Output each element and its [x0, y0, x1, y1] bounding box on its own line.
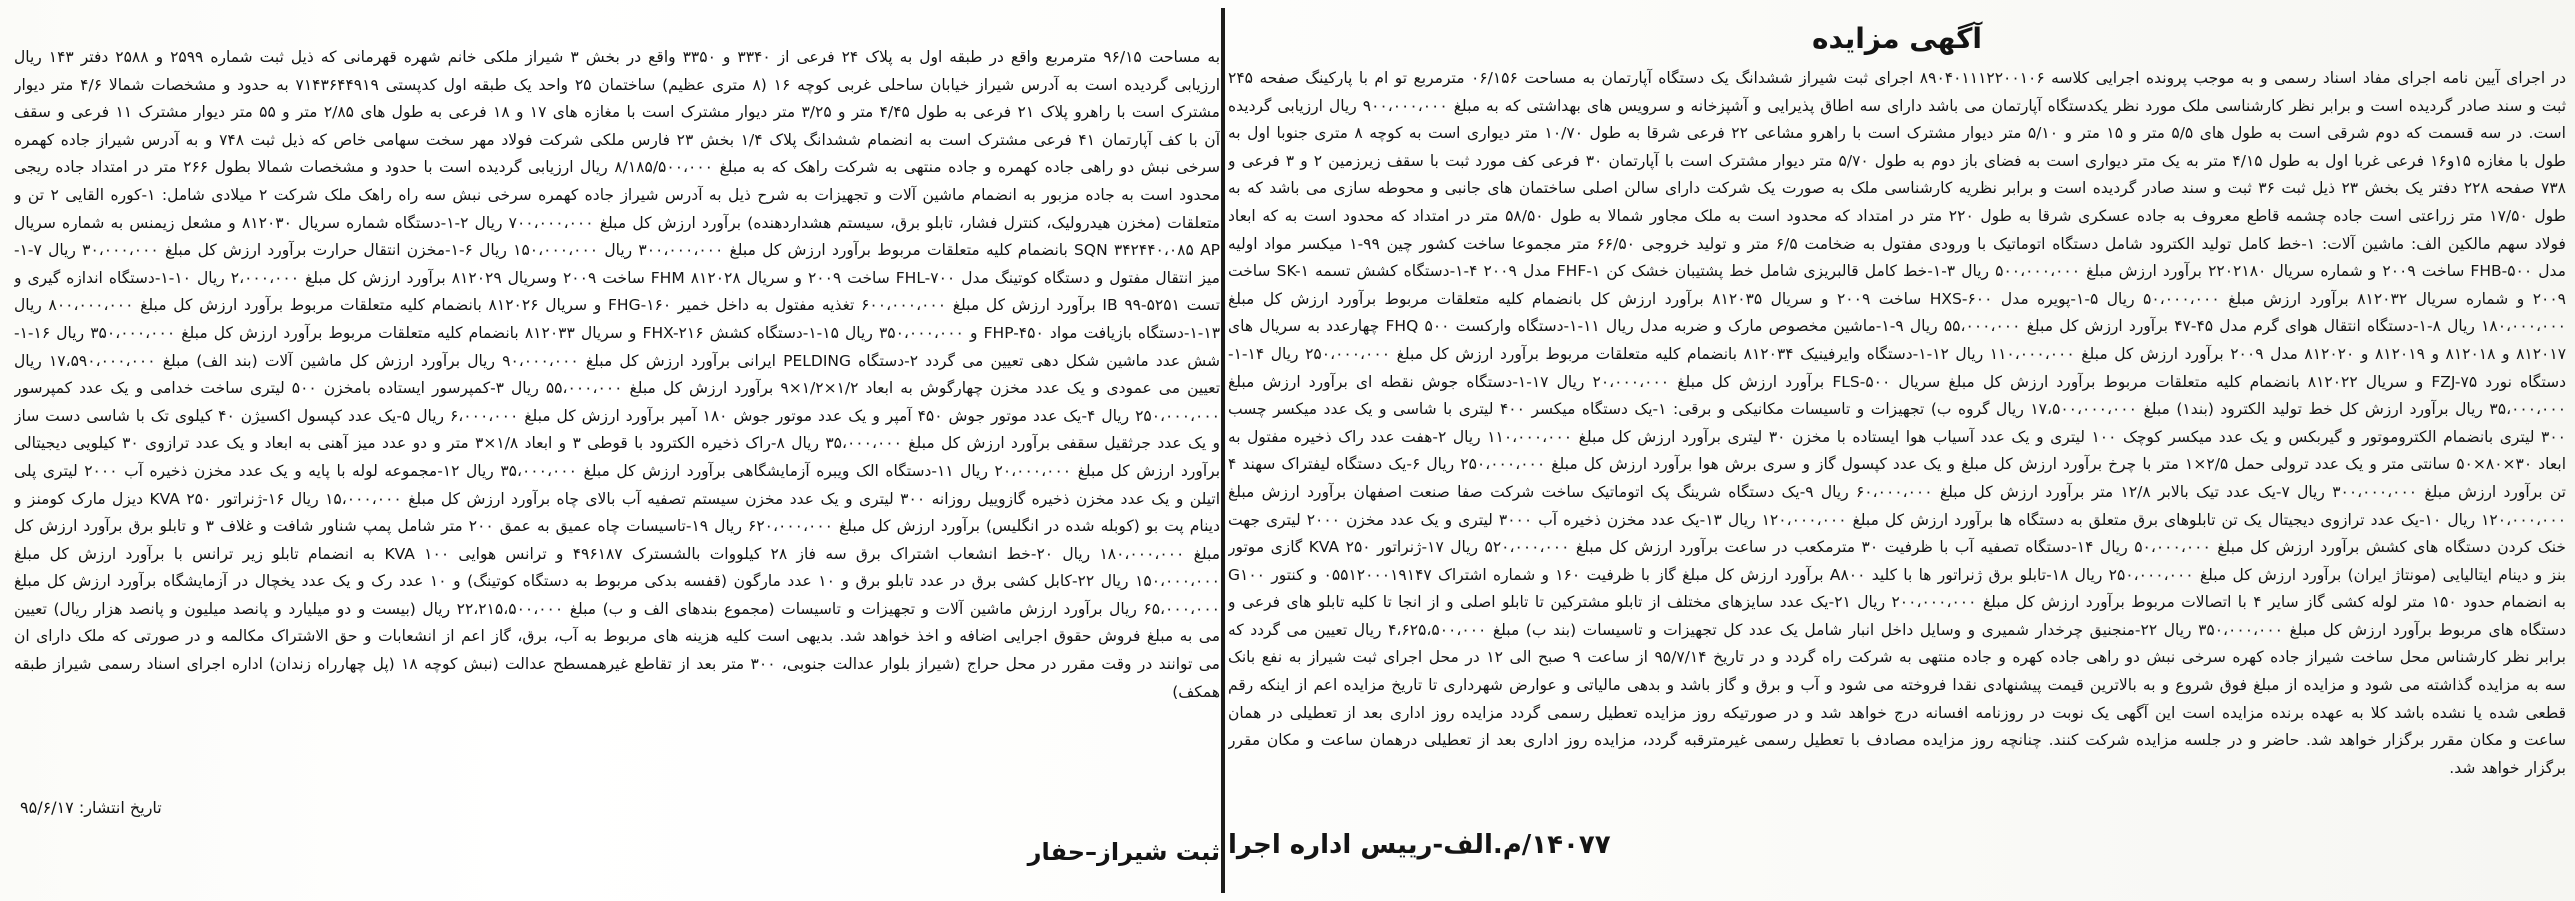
notice-signature: ۱۴۰۷۷/م.الف-رییس اداره اجرا	[1228, 830, 1611, 860]
notice-body-right: در اجرای آیین نامه اجرای مفاد اسناد رسمی و به موجب پرونده اجرایی کلاسه ۸۹۰۴۰۱۱۱۲۲۰۰۱۰۶ اجرای ثبت شیراز ششدانگ یک دستگاه آپارتمان به مساحت ۰۶/۱۵۶ مترمربع تو ام با پارکینگ صفحه ۲۴۵ ثبت و سند صادر گردیده است و برابر نظر کارشناسی ملک مورد نظر یکدستگاه آپارتمان می باشد دارای سه اطاق پذیرایی و آشپزخانه و سرویس های بهداشتی که به مبلغ ۹۰۰،۰۰۰،۰۰۰ ریال ارزیابی گردیده است. در سه قسمت که دوم شرقی است به طول های ۵/۵ متر و ۱۵ متر و ۵/۱۰ متر دیوار مشترک است با راهرو مشاعی ۲۲ فرعی شرقا به طول ۱۰/۷۰ متر دیواری است به کوچه ۸ متری جنوبا اول به طول با مغازه ۱۵و۱۶ فرعی غربا اول به طول ۴/۱۵ متر به یک متر دیواری است به فضای باز دوم به طول ۵/۷۰ متر دیوار مشترک است با آپارتمان ۳۰ فرعی کف مورد ثبت با سقف زیرزمین ۲ و ۳ فرعی و ۷۳۸ صفحه ۲۲۸ دفتر یک بخش ۲۳ ذیل ثبت ۳۶ ثبت و سند صادر گردیده است و برابر نظریه کارشناسی ملک به صورت یک شرکت دارای سالن اصلی ساختمان های جانبی و محوطه سازی می باشد که به طول ۱۷/۵۰ متر زراعتی است جاده چشمه قاطع معروف به جاده عسکری شرقا به طول ۲۲۰ متر در امتداد که محدود است به ملک مجاور شمالا به طول ۵۸/۵۰ متر در امتداد که محدود است به که ابعاد فولاد سهم مالکین الف: ماشین آلات: ۱-خط کامل تولید الکترود شامل دستگاه اتوماتیک با ورودی مفتول به ضخامت ۶/۵ متر و تولید خروجی ۶۶/۵۰ متر مجموعا ساخت کشور چین ۹۹-۱ میکسر مواد اولیه مدل FHB-۵۰۰ ساخت ۲۰۰۹ و شماره سریال ۲۲۰۲۱۸۰ برآورد ارزش مبلغ ۵۰۰،۰۰۰،۰۰۰ ریال ۳-۱-خط کامل قالبریزی شامل خط پشتیبان خشک کن FHF-۱ مدل ۲۰۰۹ ۴-۱-دستگاه کشش تسمه SK-۱ ساخت ۲۰۰۹ و شماره سریال ۸۱۲۰۳۲ برآورد ارزش مبلغ ۵۰،۰۰۰،۰۰۰ ریال ۵-۱-پویره مدل HXS-۶۰۰ ساخت ۲۰۰۹ و سریال ۸۱۲۰۳۵ برآورد ارزش کل بانضمام کلیه متعلقات مربوط برآورد ارزش کل مبلغ ۱۸۰،۰۰۰،۰۰۰ ریال ۸-۱-دستگاه انتقال هوای گرم مدل ۴۵-۴۷ برآورد ارزش کل مبلغ ۵۵،۰۰۰،۰۰۰ ریال ۹-۱-ماشین مخصوص مارک و ضربه مدل ریال ۱۱-۱-دستگاه وارکست ۵۰۰ FHQ چهارعدد به سریال های ۸۱۲۰۱۷ و ۸۱۲۰۱۸ و ۸۱۲۰۱۹ و ۸۱۲۰۲۰ مدل ۲۰۰۹ برآورد ارزش کل مبلغ ۱۱۰،۰۰۰،۰۰۰ ریال ۱۲-۱-دستگاه وایرفینیک ۸۱۲۰۳۴ بانضمام کلیه متعلقات مربوط برآورد ارزش کل مبلغ ۲۵۰،۰۰۰،۰۰۰ ریال ۱۴-۱-دستگاه نورد FZJ-۷۵ و سریال ۸۱۲۰۲۲ بانضمام کلیه متعلقات مربوط برآورد ارزش کل مبلغ سریال FLS-۵۰۰ برآورد ارزش کل مبلغ ۲۰،۰۰۰،۰۰۰ ریال ۱۷-۱-دستگاه جوش نقطه ای برآورد ارزش مبلغ ۳۵،۰۰۰،۰۰۰ ریال برآورد ارزش کل خط تولید الکترود (بند۱) مبلغ ۱۷،۵۰۰،۰۰۰،۰۰۰ ریال گروه ب) تجهیزات و تاسیسات مکانیکی و برقی: ۱-یک دستگاه میکسر ۴۰۰ لیتری با شاسی و یک عدد میکسر چسب ۳۰۰ لیتری بانضمام الکتروموتور و گیربکس و یک عدد میکسر کوچک ۱۰۰ لیتری و یک عدد آسیاب هوا ایستاده با مخزن ۳۰ لیتری برآورد ارزش کل مبلغ ۱۱۰،۰۰۰،۰۰۰ ریال ۲-هفت عدد راک ذخیره مفتول به ابعاد ۳۰×۸۰×۵۰ سانتی متر و یک عدد ترولی حمل ۲/۵×۱ متر با چرخ برآورد ارزش کل مبلغ و یک عدد کپسول گاز و سری برش هوا برآورد ارزش کل مبلغ ۲۵۰،۰۰۰،۰۰۰ ریال ۶-یک دستگاه لیفتراک سهند ۴ تن برآورد ارزش مبلغ ۳۰۰،۰۰۰،۰۰۰ ریال ۷-یک عدد تیک بالابر ۱۲/۸ متر برآورد ارزش کل مبلغ ۶۰،۰۰۰،۰۰۰ ریال ۹-یک دستگاه شرینگ پک اتوماتیک ساخت شرکت صفا صنعت اصفهان برآورد ارزش مبلغ ۱۲۰،۰۰۰،۰۰۰ ریال ۱۰-یک عدد ترازوی دیجیتال یک تن تابلوهای برق متعلق به دستگاه ها برآورد ارزش کل مبلغ ۱۲۰،۰۰۰،۰۰۰ ریال ۱۳-یک عدد مخزن ذخیره آب ۳۰۰۰ لیتری و یک عدد مخزن ۲۰۰۰ لیتری جهت خنک کردن دستگاه های کشش برآورد ارزش کل مبلغ ۵۰،۰۰۰،۰۰۰ ریال ۱۴-دستگاه تصفیه آب با ظرفیت ۳۰ مترمکعب در ساعت برآورد ارزش کل مبلغ ۵۲۰،۰۰۰،۰۰۰ ریال ۱۷-ژنراتور ۲۵۰ KVA گازی موتور بنز و دینام ایتالیایی (مونتاژ ایران) برآورد ارزش کل مبلغ ۲۵۰،۰۰۰،۰۰۰ ریال ۱۸-تابلو برق ژنراتور ها با کلید A۸۰۰ برآورد ارزش کل مبلغ گاز با ظرفیت ۱۶۰ و شماره اشتراک ۰۵۵۱۲۰۰۰۱۹۱۴۷ و کنتور G۱۰۰ به انضمام حدود ۱۵۰ متر لوله کشی گاز سایر ۴ با اتصالات مربوط برآورد ارزش کل مبلغ ۲۰۰،۰۰۰،۰۰۰ ریال ۲۱-یک عدد سایزهای مختلف از تابلو مشترکین تا تابلو اصلی و از انجا تا کلیه تابلو های فرعی و دستگاه های مربوط برآورد ارزش کل مبلغ ۳۵۰،۰۰۰،۰۰۰ ریال ۲۲-منجنیق چرخدار شمیری و وسایل داخل انبار شامل یک عدد کل تجهیزات و تاسیسات (بند ب) مبلغ ۴،۶۲۵،۵۰۰،۰۰۰ ریال تعیین می گردد که برابر نظر کارشناس محل ساخت شیراز جاده کهره سرخی نبش دو راهی جاده کهره و جاده منتهی به شرکت راه گردد و در تاریخ ۹۵/۷/۱۴ از ساعت ۹ صبح الی ۱۲ در محل اجرای ثبت شیراز به نفع بانک سه به مزایده گذاشته می شود و مزایده از مبلغ فوق شروع و به بالاترین قیمت پیشنهادی نقدا فروخته می شود و آب و برق و گاز باشد و بدهی مالیاتی و عوارض شهرداری تا تاریخ مزایده اعم از اینکه رقم قطعی شده یا نشده باشد کلا به عهده برنده مزایده است این آگهی یک نوبت در روزنامه افسانه درج خواهد شد و در صورتیکه روز مزایده تعطیل رسمی گردد مزایده روز اداری بعد از تعطیلی در همان ساعت و مکان مقرر برگزار خواهد شد. حاضر و در جلسه مزایده شرکت کنند. چنانچه روز مزایده مصادف با تعطیل رسمی غیرمترقبه گردد، مزایده روز اداری بعد از تعطیلی درهمان ساعت و مکان مقرر برگزار خواهد شد.	[1228, 69, 2566, 777]
column-divider	[1221, 8, 1225, 893]
notice-body-left: به مساحت ۹۶/۱۵ مترمربع واقع در طبقه اول به پلاک ۲۴ فرعی از ۳۳۴۰ و ۳۳۵۰ واقع در بخش ۳ شیراز ملکی خانم شهره قهرمانی که ذیل ثبت شماره ۲۵۹۹ و ۲۵۸۸ دفتر ۱۴۳ ریال ارزیابی گردیده است به آدرس شیراز خیابان ساحلی غربی کوچه ۱۶ (۸ متری عظیم) ساختمان ۲۵ واحد یک طبقه اول کدپستی ۷۱۴۳۶۴۴۹۱۹ به حدود و مشخصات شمالا ۴/۶ متر دیوار مشترک است با راهرو پلاک ۲۱ فرعی به طول ۴/۴۵ متر و ۳/۲۵ متر دیوار مشترک است با مغازه های ۱۷ و ۱۸ فرعی به طول های ۲/۸۵ متر و ۵۵ متر دیوار مشترک ۱۱ فرعی و سقف آن با کف آپارتمان ۴۱ فرعی مشترک است به انضمام ششدانگ پلاک ۱/۴ بخش ۲۳ فارس ملکی شرکت فولاد مهر سخت سهامی خاص که ذیل ثبت ۷۴۸ و به آدرس شیراز جاده کهمره سرخی نبش دو راهی جاده کهمره و جاده منتهی به شرکت راهک که به مبلغ ۸/۱۸۵/۵۰۰،۰۰۰ ریال ارزیابی گردیده است با حدود و مشخصات شمالا بطول ۲۶۶ متر در امتداد جاده ریجی محدود است به جاده مزبور به انضمام ماشین آلات و تجهیزات به شرح ذیل به آدرس شیراز جاده کهمره سرخی نبش سه راه راهک ملک شرکت ۲ میلادی شامل: ۱-کوره القایی ۲ تن و متعلقات (مخزن هیدرولیک، کنترل فشار، تابلو برق، سیستم هشداردهنده) برآورد ارزش کل مبلغ ۷۰۰،۰۰۰،۰۰۰ ریال ۲-۱-دستگاه شماره سریال ۸۱۲۰۳۰ و مشعل زیمنس به شماره سریال SQN ۳۴۲۴۴۰،۰۸۵ AP بانضمام کلیه متعلقات مربوط برآورد ارزش کل مبلغ ۳۰۰،۰۰۰،۰۰۰ ریال ۱۵۰،۰۰۰،۰۰۰ ریال ۶-۱-مخزن انتقال حرارت برآورد ارزش کل مبلغ ۳۰،۰۰۰،۰۰۰ ریال ۷-۱-میز انتقال مفتول و دستگاه کوتینگ مدل FHL-۷۰۰ ساخت ۲۰۰۹ و سریال ۸۱۲۰۲۸ FHM ساخت ۲۰۰۹ وسریال ۸۱۲۰۲۹ برآورد ارزش کل مبلغ ۲،۰۰۰،۰۰۰ ریال ۱۰-۱-دستگاه اندازه گیری و تست ۵۲۵۱-۹۹ IB برآورد ارزش کل مبلغ ۶۰۰،۰۰۰،۰۰۰ تغذیه مفتول به داخل خمیر FHG-۱۶۰ و سریال ۸۱۲۰۲۶ بانضمام کلیه متعلقات مربوط برآورد ارزش کل مبلغ ۸۰۰،۰۰۰،۰۰۰ ریال ۱۳-۱-دستگاه بازیافت مواد FHP-۴۵۰ و ۳۵۰،۰۰۰،۰۰۰ ریال ۱۵-۱-دستگاه کشش FHX-۲۱۶ و سریال ۸۱۲۰۳۳ بانضمام کلیه متعلقات مربوط برآورد ارزش کل مبلغ ۳۵۰،۰۰۰،۰۰۰ ریال ۱۶-۱-شش عدد ماشین شکل دهی تعیین می گردد ۲-دستگاه PELDING ایرانی برآورد ارزش کل مبلغ ۹۰،۰۰۰،۰۰۰ ریال برآورد ارزش کل ماشین آلات (بند الف) مبلغ ۱۷،۵۹۰،۰۰۰،۰۰۰ ریال تعیین می عمودی و یک عدد مخزن چهارگوش به ابعاد ۱/۲×۱/۲×۹ برآورد ارزش کل مبلغ ۵۵،۰۰۰،۰۰۰ ریال ۳-کمپرسور ایستاده بامخزن ۵۰۰ لیتری ساخت خدامی و یک عدد کمپرسور ۲۵۰،۰۰۰،۰۰۰ ریال ۴-یک عدد موتور جوش ۴۵۰ آمپر و یک عدد موتور جوش ۱۸۰ آمپر برآورد ارزش کل مبلغ ۶،۰۰۰،۰۰۰ ریال ۵-یک عدد کپسول اکسیژن ۴۰ کیلوی تک با شاسی دست ساز و یک عدد جرثقیل سقفی برآورد ارزش کل مبلغ ۳۵،۰۰۰،۰۰۰ ریال ۸-راک ذخیره الکترود با قوطی ۳ و ابعاد ۱/۸×۳ متر و دو عدد میز آهنی به ابعاد و یک عدد ترازوی ۳۰ کیلویی دیجیتالی برآورد ارزش کل مبلغ ۲۰،۰۰۰،۰۰۰ ریال ۱۱-دستگاه الک ویبره آزمایشگاهی برآورد ارزش کل مبلغ ۳۵،۰۰۰،۰۰۰ ریال ۱۲-مجموعه لوله با پایه و یک عدد مخزن ذخیره آب ۲۰۰۰ لیتری پلی اتیلن و یک عدد مخزن ذخیره گازوییل روزانه ۳۰۰ لیتری و یک عدد مخزن سیستم تصفیه آب بالای چاه برآورد ارزش کل مبلغ ۱۵،۰۰۰،۰۰۰ ریال ۱۶-ژنراتور ۲۵۰ KVA دیزل مارک کومنز و دینام پت بو (کوبله شده در انگلیس) برآورد ارزش کل مبلغ ۶۲۰،۰۰۰،۰۰۰ ریال ۱۹-تاسیسات چاه عمیق به عمق ۲۰۰ متر شامل پمپ شناور شافت و غلاف ۳ و تابلو برق برآورد ارزش کل مبلغ ۱۸۰،۰۰۰،۰۰۰ ریال ۲۰-خط انشعاب اشتراک برق سه فاز ۲۸ کیلووات بالشسترک ۴۹۶۱۸۷ و ترانس هوایی ۱۰۰ KVA به انضمام تابلو زیر ترانس با برآورد ارزش کل مبلغ ۱۵۰،۰۰۰،۰۰۰ ریال ۲۲-کابل کشی برق در عدد تابلو برق و ۱۰ عدد مارگون (قفسه بدکی مربوط به دستگاه کوتینگ) و ۱۰ عدد رک و یک عدد یخچال در آزمایشگاه برآورد ارزش کل مبلغ ۶۵،۰۰۰،۰۰۰ ریال برآورد ارزش ماشین آلات و تجهیزات و تاسیسات (مجموع بندهای الف و ب) مبلغ ۲۲،۲۱۵،۵۰۰،۰۰۰ ریال (بیست و دو میلیارد و پانصد میلیون و پانصد هزار ریال) تعیین می به مبلغ فروش حقوق اجرایی اضافه و اخذ خواهد شد. بدیهی است کلیه هزینه های مربوط به آب، برق، گاز اعم از انشعابات و حق الاشتراک مکالمه و در صورتی که ملک دارای ان می توانند در وقت مقرر در محل حراج (شیراز بلوار عدالت جنوبی، ۳۰۰ متر بعد از تقاطع غیرهمسطح عدالت (نبش کوچه ۱۸ (پل چهارراه زندان) اداره اجرای اسناد رسمی شیراز طبقه همکف)	[14, 48, 1220, 701]
publication-date: تاریخ انتشار: ۹۵/۶/۱۷	[20, 798, 162, 817]
registry-office: ثبت شیراز–حفار	[1027, 838, 1220, 866]
notice-footer	[14, 798, 1220, 866]
notice-left-column	[14, 18, 1220, 888]
notice-title: آگهی مزایده	[1811, 22, 1982, 55]
notice-right-column	[1228, 18, 2566, 888]
